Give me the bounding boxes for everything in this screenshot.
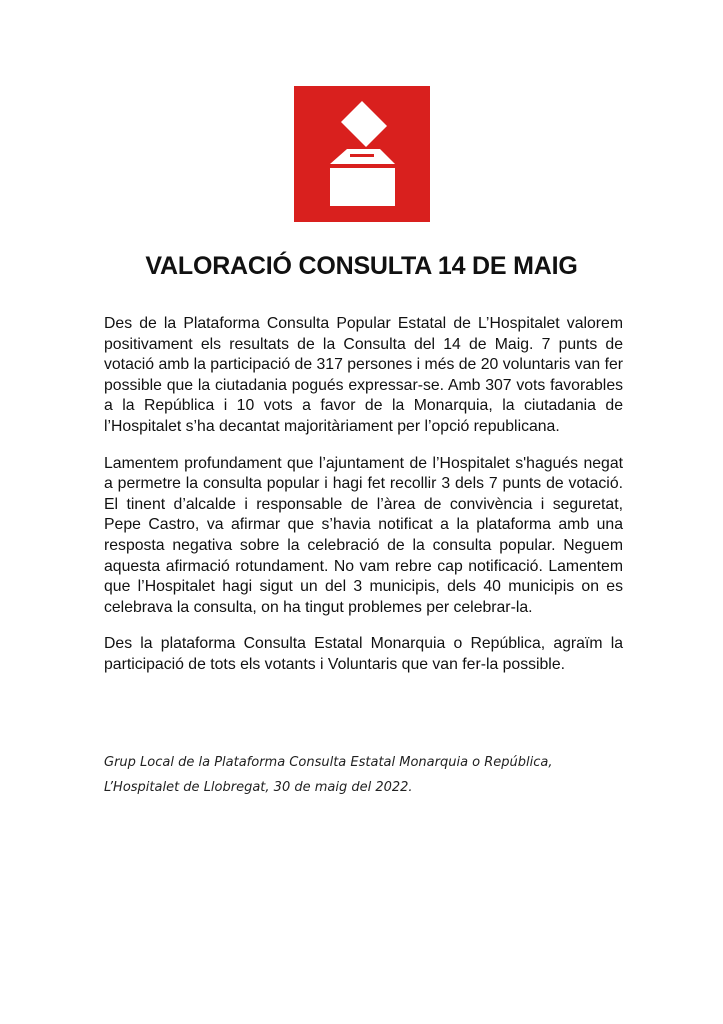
paragraph-results: Des de la Plataforma Consulta Popular Estatal de L’Hospitalet valorem positivament els resultats de la Consulta del 14 de Maig. 7 punts de votació amb la participació de 317 persones i més de 20 voluntaris van fer possible que la ciutadania pogués expressar-se. Amb 307 vots favorables a la República i 10 vots a favor de la Monarquia, la ciutadania de l’Hospitalet s’ha decantat majoritàriament per l’opció republicana. [104, 315, 623, 435]
consulta-logo [294, 86, 430, 222]
document-body [104, 314, 623, 692]
ballot-box-icon [294, 86, 430, 222]
paragraph-thanks: Des la plataforma Consulta Estatal Monarquia o República, agraïm la participació de tots els votants i Voluntaris que van fer-la possible. [104, 635, 623, 673]
paragraph-complaint: Lamentem profundament que l’ajuntament de l’Hospitalet s'hagués negat a permetre la consulta popular i hagi fet recollir 3 dels 7 punts de votació. El tinent d’alcalde i responsable de l’àrea de convivència i seguretat, Pepe Castro, va afirmar que s’havia notificat a la plataforma amb una resposta negativa sobre la celebració de la consulta popular. Neguem aquesta afirmació rotundament. No vam rebre cap notificació. Lamentem que l’Hospitalet hagi sigut un del 3 municipis, dels 40 municipis on es celebrava la consulta, on ha tingut problemes per celebrar-la. [104, 454, 623, 616]
signature-block [104, 750, 664, 800]
signature-line-1: Grup Local de la Plataforma Consulta Estatal Monarquia o República, [104, 755, 553, 770]
signature-line-2: L’Hospitalet de Llobregat, 30 de maig del 2022. [104, 780, 413, 795]
page-title: VALORACIÓ CONSULTA 14 DE MAIG [145, 252, 578, 280]
